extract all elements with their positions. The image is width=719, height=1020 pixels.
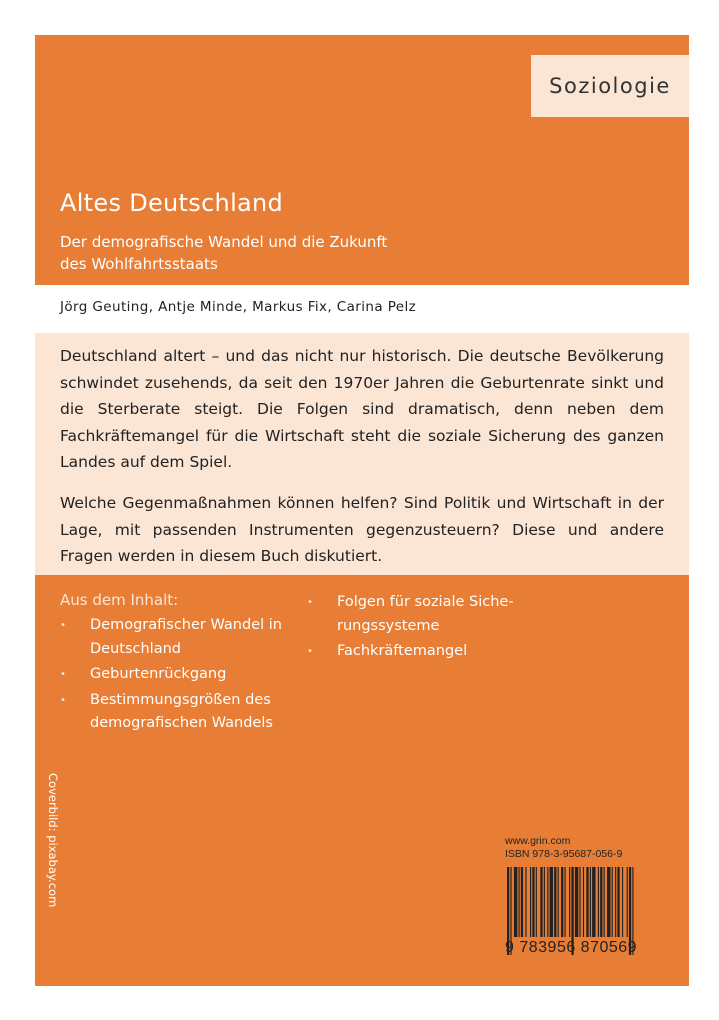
contents-item [60, 663, 300, 687]
blurb-paragraph-2: Welche Gegenmaßnahmen können helfen? Sind Politik und Wirtschaft in der Lage, mit passenden Instrumenten gegenzusteuern? Diese und andere Fragen werden in diesem Buch diskutiert. [60, 494, 664, 565]
subtitle-line-2: des Wohlfahrtsstaats [60, 255, 218, 273]
authors-bar [35, 285, 689, 333]
contents-item-text: Fachkräftemangel [337, 643, 468, 659]
contents-list-left [60, 614, 300, 738]
contents-item-text: Demografischer Wandel in Deutschland [90, 617, 282, 657]
book-back-cover [35, 35, 689, 986]
contents-heading: Aus dem Inhalt: [60, 591, 179, 609]
category-label: Soziologie [549, 74, 671, 98]
author-list: Jörg Geuting, Antje Minde, Markus Fix, Carina Pelz [60, 299, 417, 315]
contents-item-text: Geburtenrückgang [90, 666, 227, 682]
isbn-number: ISBN 978-3-95687-056-9 [505, 848, 623, 860]
cover-image-credit: Coverbild: pixabay.com [46, 773, 60, 908]
contents-list-right [307, 591, 567, 666]
bullet-icon: • [60, 620, 66, 631]
contents-item [60, 689, 300, 736]
contents-item [307, 591, 567, 638]
subtitle-line-1: Der demografische Wandel und die Zukunft [60, 233, 388, 251]
isbn-block [505, 835, 685, 956]
barcode-digits: 9 783956 870569 [505, 939, 638, 956]
bullet-icon: • [307, 646, 313, 657]
contents-item-text: Bestimmungsgrößen des demografischen Wandels [90, 691, 273, 731]
book-title: Altes Deutschland [60, 189, 284, 217]
bullet-icon: • [60, 669, 66, 680]
contents-item [307, 640, 567, 664]
bullet-icon: • [60, 694, 66, 706]
blurb-paragraph-1: Deutschland altert – und das nicht nur historisch. Die deutsche Bevölkerung schwindet zusehends, da seit den 1970er Jahren die Geburtenrate sinkt und die Sterberate steigt. Die Folgen sind dramatisch, denn neben dem Fachkräftemangel für die Wirtschaft steht die soziale Sicherung des ganzen Landes auf dem Spiel. [60, 347, 664, 471]
blurb-panel [35, 333, 689, 575]
category-tag [531, 55, 689, 117]
publisher-url: www.grin.com [505, 835, 571, 847]
book-subtitle [60, 231, 540, 275]
contents-item-text: Folgen für soziale Sicherungssysteme [337, 594, 514, 634]
bullet-icon: • [307, 597, 313, 608]
contents-item [60, 614, 300, 661]
